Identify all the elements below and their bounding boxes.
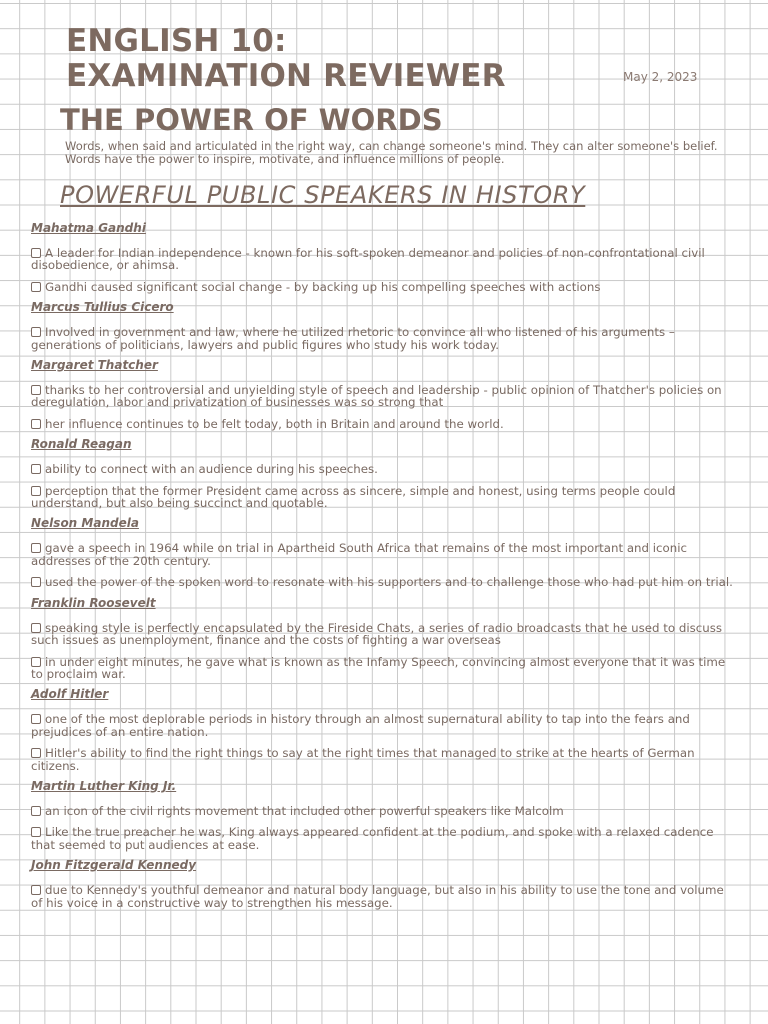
checkbox-icon[interactable] — [31, 657, 41, 667]
list-item-text: gave a speech in 1964 while on trial in Apartheid South Africa that remains of the most important and iconic addresses of the 20th century. — [31, 541, 687, 568]
list-item-text: perception that the former President came across as sincere, simple and honest, using terms people could understand, but also being succinct and quotable. — [31, 483, 676, 511]
title-line-2: EXAMINATION REVIEWER — [66, 58, 506, 94]
speaker-block — [31, 777, 736, 851]
speaker-name: Ronald Reagan — [31, 437, 132, 452]
list-item — [31, 817, 736, 851]
list-item-text: due to Kennedy's youthful demeanor and natural body language, but also in his ability to use the tone and volume of his voice in a constructive way to strengthen his message. — [31, 883, 724, 910]
list-item-text: one of the most deplorable periods in history through an almost supernatural ability to tap into the fears and prejudices of an entire nation. — [31, 712, 690, 739]
list-item — [31, 797, 736, 817]
subtitle: THE POWER OF WORDS — [60, 103, 443, 137]
list-item-text: Hitler's ability to find the right things to say at the right times that managed to strike at the hearts of German citizens. — [31, 746, 695, 773]
speaker-name: Mahatma Gandhi — [31, 221, 146, 235]
list-item — [31, 476, 736, 510]
list-item — [31, 318, 736, 351]
list-item — [31, 534, 736, 567]
checkbox-icon[interactable] — [31, 248, 41, 258]
speaker-block — [31, 435, 736, 509]
checkbox-icon[interactable] — [31, 748, 41, 758]
checkbox-icon[interactable] — [31, 577, 41, 587]
speaker-block — [31, 856, 736, 909]
list-item-text: Involved in government and law, where he utilized rhetoric to convince all who listened of his arguments – generations of politicians, lawyers and public figures who study his work today. — [31, 325, 675, 352]
list-item — [31, 647, 736, 681]
list-item-text: ability to connect with an audience during his speeches. — [45, 462, 378, 477]
list-item — [31, 876, 736, 909]
speaker-name: Martin Luther King Jr. — [31, 778, 177, 793]
title-line-1: ENGLISH 10: — [66, 23, 287, 59]
section-title: POWERFUL PUBLIC SPEAKERS IN HISTORY — [60, 181, 586, 209]
list-item — [31, 239, 736, 272]
list-item — [31, 567, 736, 588]
list-item-text: an icon of the civil rights movement that included other powerful speakers like Malcolm — [45, 803, 564, 818]
list-item-text: Gandhi caused significant social change - by backing up his compelling speeches with actions — [45, 279, 601, 294]
speaker-name: Nelson Mandela — [31, 516, 139, 531]
intro-paragraph: Words, when said and articulated in the right way, can change someone's mind. They can alter someone's belief. Words have the power to inspire, motivate, and influence millions of people. — [65, 139, 718, 166]
list-item-text: in under eight minutes, he gave what is known as the Infamy Speech, convincing almost everyone that it was time to proclaim war. — [31, 654, 726, 681]
speaker-name: Marcus Tullius Cicero — [31, 300, 174, 315]
document-title — [66, 24, 506, 94]
list-item — [31, 376, 736, 409]
list-item-text: used the power of the spoken word to resonate with his supporters and to challenge those who had put him on trial. — [45, 575, 733, 590]
list-item-text: thanks to her controversial and unyielding style of speech and leadership - public opinion of Thatcher's policies on deregulation, labor and privatization of businesses was so strong that — [31, 383, 722, 410]
checkbox-icon[interactable] — [31, 327, 41, 337]
speaker-block — [31, 594, 736, 681]
checkbox-icon[interactable] — [31, 885, 41, 895]
checkbox-icon[interactable] — [31, 623, 41, 633]
list-item-text: speaking style is perfectly encapsulated by the Fireside Chats, a series of radio broadcasts that he used to discuss such issues as unemployment, finance and the costs of fighting a war overseas — [31, 620, 723, 648]
list-item-text: her influence continues to be felt today, both in Britain and around the world. — [45, 416, 504, 431]
checkbox-icon[interactable] — [31, 486, 41, 496]
list-item — [31, 272, 736, 293]
speaker-name: Franklin Roosevelt — [31, 595, 156, 610]
checkbox-icon[interactable] — [31, 827, 41, 837]
checkbox-icon[interactable] — [31, 543, 41, 553]
list-item-text: Like the true preacher he was, King always appeared confident at the podium, and spoke with a relaxed cadence that seemed to put audiences at ease. — [31, 825, 714, 852]
speaker-list — [31, 219, 736, 914]
checkbox-icon[interactable] — [31, 464, 41, 474]
speaker-block — [31, 514, 736, 588]
list-item — [31, 738, 736, 772]
speaker-block — [31, 219, 736, 293]
speaker-block — [31, 298, 736, 351]
speaker-block — [31, 356, 736, 430]
list-item-text: A leader for Indian independence - known for his soft-spoken demeanor and policies of non-confrontational civil disobedience, or ahimsa. — [31, 246, 705, 273]
checkbox-icon[interactable] — [31, 419, 41, 429]
speaker-name: John Fitzgerald Kennedy — [31, 858, 197, 873]
list-item — [31, 455, 736, 475]
document-date: May 2, 2023 — [623, 70, 698, 84]
checkbox-icon[interactable] — [31, 714, 41, 724]
list-item — [31, 409, 736, 430]
checkbox-icon[interactable] — [31, 282, 41, 292]
checkbox-icon[interactable] — [31, 806, 41, 816]
speaker-name: Margaret Thatcher — [31, 358, 158, 373]
list-item — [31, 614, 736, 647]
speaker-name: Adolf Hitler — [31, 687, 109, 702]
checkbox-icon[interactable] — [31, 385, 41, 395]
list-item — [31, 705, 736, 738]
speaker-block — [31, 685, 736, 772]
